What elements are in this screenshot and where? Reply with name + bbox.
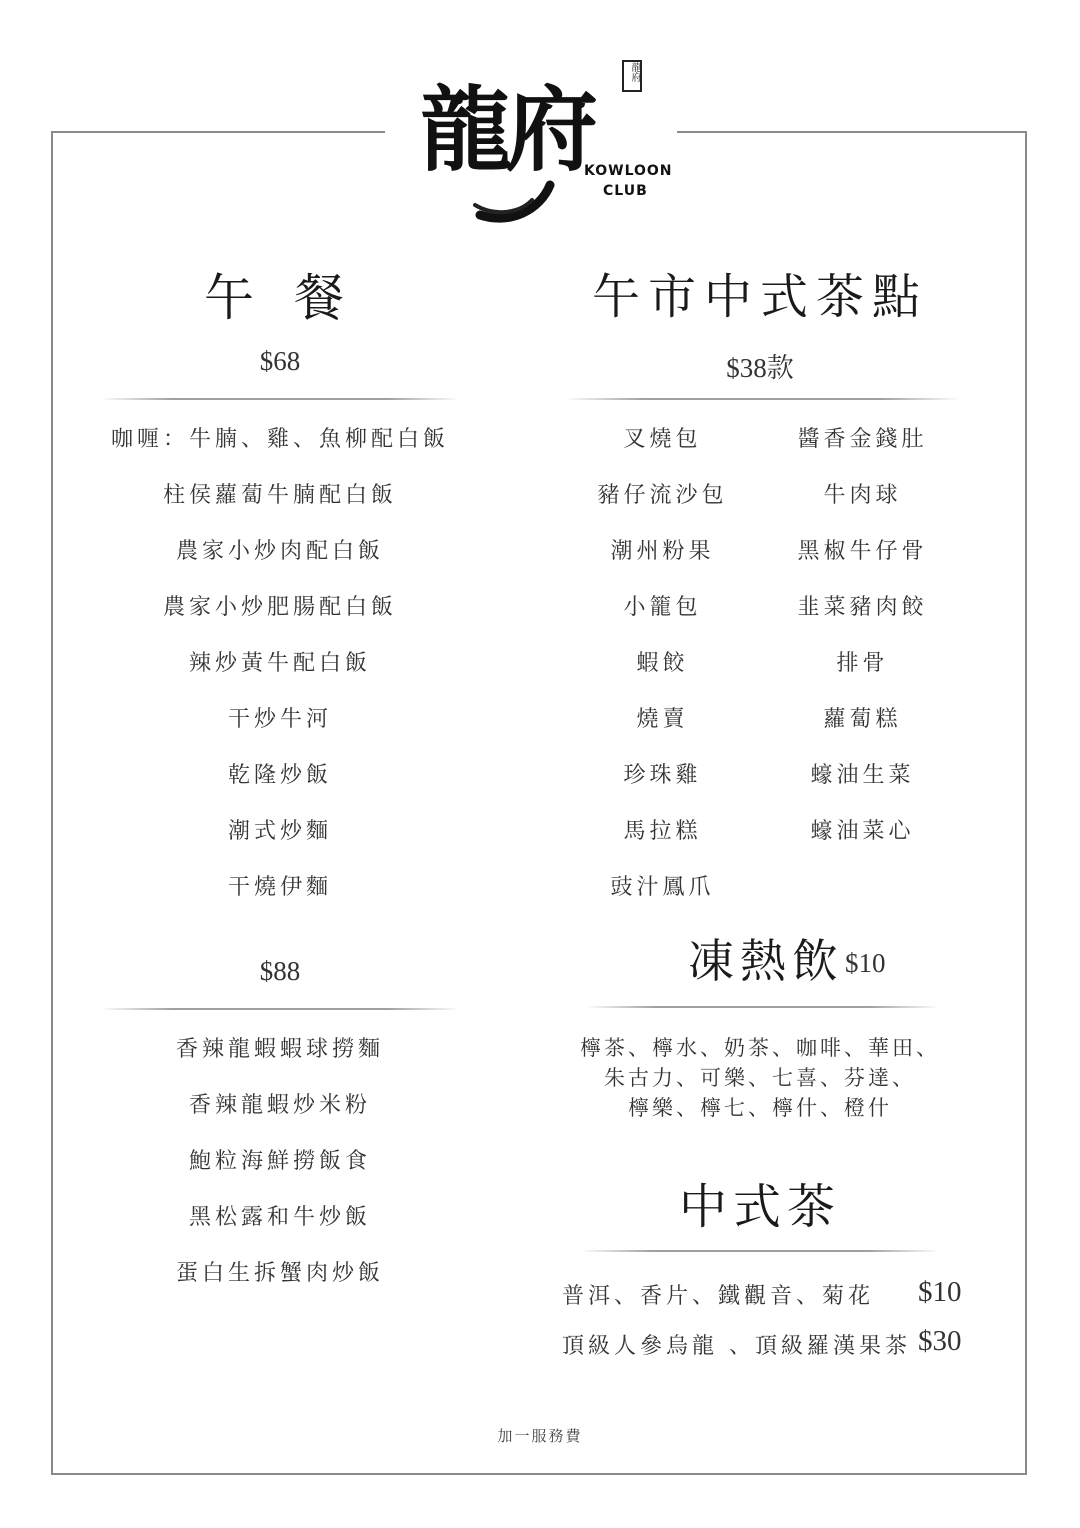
list-item: 韭菜豬肉餃 (797, 595, 928, 620)
list-item: 排骨 (836, 651, 889, 676)
lunch-list-88 (100, 1035, 460, 1315)
list-item: 鮑粒海鮮撈飯食 (188, 1149, 371, 1174)
list-item: 豬仔流沙包 (597, 483, 728, 508)
list-item: 蛋白生拆蟹肉炒飯 (175, 1261, 384, 1286)
drinks-price: $10 (845, 948, 886, 978)
drinks-rule (585, 1006, 940, 1008)
tea-row-1-price: $10 (918, 1276, 962, 1308)
dimsum-rule (565, 398, 960, 400)
list-item: 香辣龍蝦蝦球撈麵 (175, 1037, 384, 1062)
list-item: 乾隆炒飯 (227, 763, 332, 788)
list-item: 農家小炒肉配白飯 (175, 539, 384, 564)
drinks-list (555, 1033, 965, 1123)
list-item: 蝦餃 (636, 651, 689, 676)
brand-logo-name: 龍府 (420, 76, 593, 184)
list-item: 干炒牛河 (227, 707, 332, 732)
dimsum-list-col1 (565, 425, 760, 929)
tea-row-1-name: 普洱、香片、鐵觀音、菊花 (562, 1284, 875, 1309)
list-item: 豉汁鳳爪 (610, 875, 715, 900)
list-item: 珍珠雞 (623, 763, 702, 788)
list-item: 黑松露和牛炒飯 (188, 1205, 371, 1230)
lunch-price-88: $88 (259, 956, 301, 986)
lunch-rule-1 (100, 398, 460, 400)
list-item: 黑椒牛仔骨 (797, 539, 928, 564)
list-item: 潮式炒麵 (227, 819, 332, 844)
tea-row-2-name: 頂級人參烏龍 、頂級羅漢果茶 (562, 1334, 911, 1359)
list-item: 蘿蔔糕 (823, 707, 902, 732)
lunch-price-68: $68 (259, 346, 301, 376)
drinks-title: 凍熱飲 (688, 934, 844, 988)
lunch-rule-2 (100, 1008, 460, 1010)
list-item: 燒賣 (636, 707, 689, 732)
logo-seal-text: 龍府 (629, 62, 640, 82)
list-item: 牛肉球 (823, 483, 902, 508)
drinks-line-3: 檸樂、檸七、檸什、橙什 (628, 1096, 892, 1120)
dimsum-price: $38款 (726, 353, 794, 383)
list-item: 潮州粉果 (610, 539, 715, 564)
list-item: 柱侯蘿蔔牛腩配白飯 (162, 483, 397, 508)
list-item: 農家小炒肥腸配白飯 (162, 595, 397, 620)
lunch-title: 午 餐 (204, 269, 356, 327)
list-item: 干燒伊麵 (227, 875, 332, 900)
tea-row-2-price: $30 (918, 1325, 962, 1357)
list-item: 小籠包 (623, 595, 702, 620)
tea-title: 中式茶 (678, 1179, 841, 1235)
list-item: 辣炒黃牛配白飯 (188, 651, 371, 676)
drinks-line-2: 朱古力、可樂、七喜、芬達、 (604, 1066, 916, 1090)
tea-rule (580, 1250, 940, 1252)
list-item: 馬拉糕 (623, 819, 702, 844)
drinks-line-1: 檸茶、檸水、奶茶、咖啡、華田、 (580, 1036, 940, 1060)
list-item: 咖喱：牛腩、雞、魚柳配白飯 (110, 427, 449, 452)
list-item: 蠔油菜心 (810, 819, 915, 844)
lunch-list-68 (100, 425, 460, 929)
dimsum-list-col2 (765, 425, 960, 873)
list-item: 蠔油生菜 (810, 763, 915, 788)
service-charge-note: 加一服務費 (497, 1427, 583, 1445)
list-item: 叉燒包 (623, 427, 702, 452)
dimsum-title: 午市中式茶點 (591, 269, 928, 325)
list-item: 醬香金錢肚 (797, 427, 928, 452)
list-item: 香辣龍蝦炒米粉 (188, 1093, 371, 1118)
logo-en-club: CLUB (603, 183, 648, 199)
logo-en-kowloon: KOWLOON (584, 163, 673, 179)
